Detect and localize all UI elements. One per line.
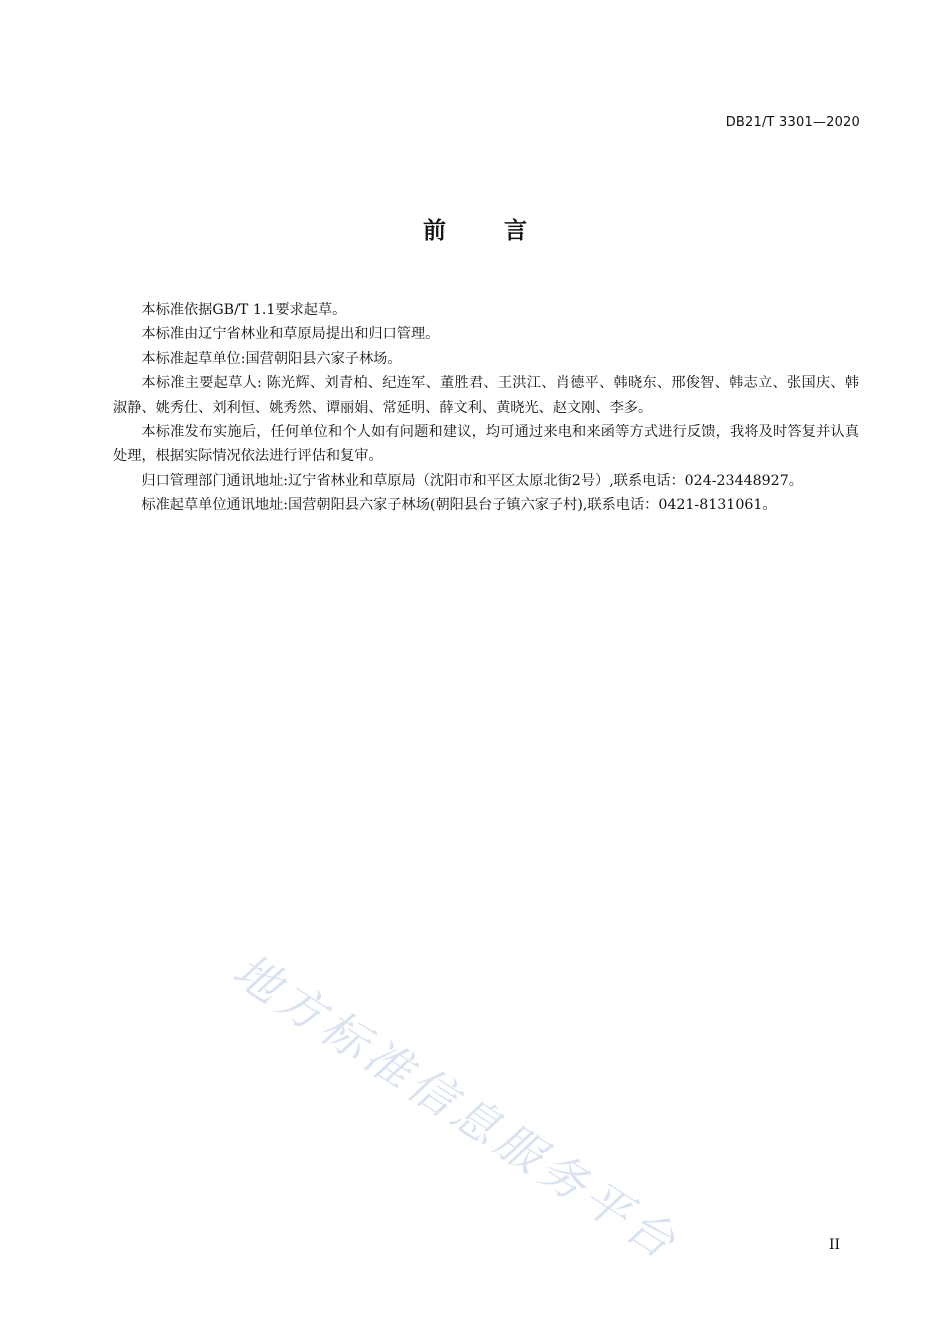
foreword-body bbox=[113, 298, 859, 518]
paragraph-drafters: 本标准主要起草人: 陈光辉、刘青柏、纪连军、董胜君、王洪江、肖德平、韩晓东、邢俊智、韩志立、张国庆、韩淑静、姚秀仕、刘利恒、姚秀然、谭丽娟、常延明、薛文利、黄晓光、赵文刚、李多。 bbox=[113, 375, 859, 416]
paragraph-feedback: 本标准发布实施后，任何单位和个人如有问题和建议，均可通过来电和来函等方式进行反馈，我将及时答复并认真处理，根据实际情况依法进行评估和复审。 bbox=[113, 424, 859, 465]
paragraph-authority-address: 归口管理部门通讯地址:辽宁省林业和草原局（沈阳市和平区太原北街2号）,联系电话：024-23448927。 bbox=[141, 472, 803, 489]
paragraph-proposer: 本标准由辽宁省林业和草原局提出和归口管理。 bbox=[141, 326, 440, 343]
page-number: II bbox=[828, 1237, 840, 1253]
paragraph-drafting-basis: 本标准依据GB/T 1.1要求起草。 bbox=[141, 302, 347, 318]
watermark: 地方标准信息服务平台 bbox=[223, 942, 690, 1272]
document-code: DB21/T 3301—2020 bbox=[725, 115, 860, 130]
paragraph-unit-address: 标准起草单位通讯地址:国营朝阳县六家子林场(朝阳县台子镇六家子村),联系电话：0421-8131061。 bbox=[141, 497, 777, 514]
paragraph-drafting-unit: 本标准起草单位:国营朝阳县六家子林场。 bbox=[141, 350, 402, 367]
page-title: 前言 bbox=[423, 218, 585, 244]
